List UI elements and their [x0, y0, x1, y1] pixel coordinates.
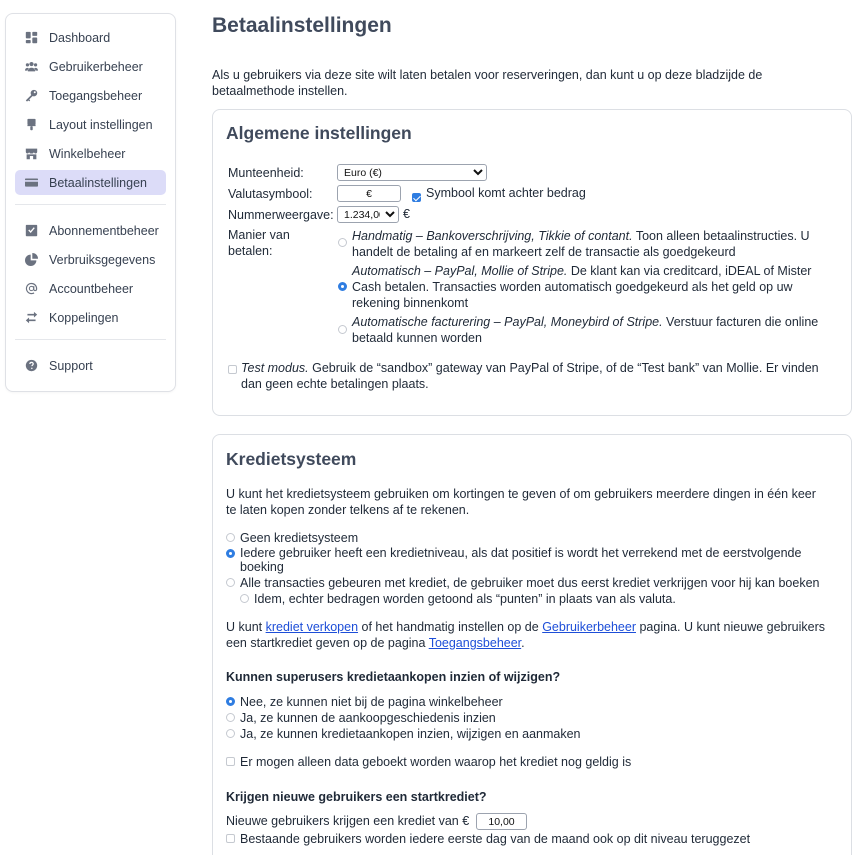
test-mode-title: Test modus. [241, 361, 309, 375]
superusers-edit-radio[interactable] [226, 729, 235, 738]
general-settings-card [212, 109, 852, 416]
superusers-no-radio[interactable] [226, 697, 235, 706]
test-mode-checkbox[interactable] [228, 365, 237, 374]
sidebar-item-gebruikerbeheer[interactable] [15, 54, 166, 79]
at-icon [25, 282, 38, 295]
symbol-input[interactable] [337, 185, 401, 202]
store-icon [25, 147, 38, 160]
payment-method-desc: rekening binnenkomt [352, 296, 469, 310]
payment-method-automatic-text [352, 263, 832, 311]
sidebar-item-label: Support [49, 358, 93, 373]
sidebar-item-label: Layout instellingen [49, 117, 153, 132]
payment-method-invoicing-text [352, 314, 832, 346]
only-valid-checkbox[interactable] [226, 757, 235, 766]
credit-intro [226, 486, 846, 518]
credit-info-text: pagina. U kunt nieuwe gebruikers [636, 620, 826, 634]
credit-system-card [212, 434, 852, 855]
superusers-view-label: Ja, ze kunnen de aankoopgeschiedenis inzien [240, 711, 496, 725]
credit-level-line: Iedere gebruiker heeft een kredietniveau, als dat positief is wordt het verrekend met de eerstvolgende [240, 546, 802, 560]
payment-method-label: Manier van [228, 228, 290, 242]
credit-info-text: U kunt [226, 620, 266, 634]
credit-info-text: of het handmatig instellen op de [358, 620, 543, 634]
credit-intro-line: U kunt het kredietsysteem gebruiken om kortingen te geven of om gebruikers meerdere dingen in één keer [226, 487, 816, 501]
test-mode-text [241, 360, 841, 392]
symbol-after-checkbox[interactable] [412, 193, 421, 202]
payment-method-automatic-radio[interactable] [338, 282, 347, 291]
credit-all-radio[interactable] [226, 578, 235, 587]
users-icon [25, 60, 38, 73]
payment-method-manual-text [352, 228, 832, 260]
payment-method-title: Automatisch – PayPal, Mollie of Stripe. [352, 264, 568, 278]
credit-info-text: een startkrediet geven op de pagina [226, 636, 429, 650]
sidebar-item-toegangsbeheer[interactable] [15, 83, 166, 108]
number-format-label: Nummerweergave: [228, 208, 334, 222]
sidebar-item-label: Winkelbeheer [49, 146, 126, 161]
start-credit-heading: Krijgen nieuwe gebruikers een startkrediet? [226, 790, 487, 804]
credit-none-label: Geen kredietsysteem [240, 531, 359, 545]
sidebar-divider [15, 339, 166, 340]
credit-all-label: Alle transacties gebeuren met krediet, de gebruiker moet dus eerst krediet verkrijgen voor hij kan boeken [240, 576, 820, 590]
sidebar-item-winkelbeheer[interactable] [15, 141, 166, 166]
payment-method-desc: Verstuur facturen die online [662, 315, 819, 329]
check-square-icon [25, 224, 38, 237]
sidebar-item-label: Accountbeheer [49, 281, 134, 296]
sidebar-item-koppelingen[interactable] [15, 305, 166, 330]
credit-info [226, 619, 846, 651]
sidebar-item-label: Betaalinstellingen [49, 175, 147, 190]
key-icon [25, 89, 38, 102]
user-management-link[interactable]: Gebruikerbeheer [542, 620, 636, 634]
number-format-select[interactable] [337, 206, 399, 223]
credit-points-label: Idem, echter bedragen worden getoond als “punten” in plaats van als valuta. [254, 592, 676, 606]
symbol-label: Valutasymbool: [228, 187, 313, 201]
general-settings-title: Algemene instellingen [226, 123, 412, 143]
sidebar-divider [15, 204, 166, 205]
payment-method-desc: De klant kan via creditcard, iDEAL of Mister [567, 264, 812, 278]
payment-method-label: betalen: [228, 244, 273, 258]
sidebar-item-label: Abonnementbeheer [49, 223, 159, 238]
page-title: Betaalinstellingen [212, 14, 392, 37]
dashboard-icon [25, 31, 38, 44]
credit-level-radio[interactable] [226, 549, 235, 558]
sidebar-item-label: Koppelingen [49, 310, 119, 325]
test-mode-desc: dan geen echte betalingen plaats. [241, 377, 429, 391]
credit-level-line: boeking [240, 560, 284, 574]
payment-method-desc: betaald kunnen worden [352, 331, 482, 345]
brush-icon [25, 118, 38, 131]
payment-method-desc: handelt de betaling af en markeert zelf de transactie als goedgekeurd [352, 245, 736, 259]
currency-select[interactable] [337, 164, 487, 181]
sidebar-item-abonnementbeheer[interactable] [15, 218, 166, 243]
payment-method-title: Handmatig – Bankoverschrijving, Tikkie of contant. [352, 229, 633, 243]
currency-label: Munteenheid: [228, 166, 304, 180]
page-intro: Als u gebruikers via deze site wilt laten betalen voor reserveringen, dan kunt u op deze bladzijde de betaalmethode instellen. [212, 68, 763, 98]
reset-credit-label: Bestaande gebruikers worden iedere eerste dag van de maand ook op dit niveau teruggezet [240, 832, 751, 846]
help-icon [25, 359, 38, 372]
number-format-suffix: € [403, 207, 410, 221]
payment-method-desc: Toon alleen betaalinstructies. U [632, 229, 810, 243]
sidebar-item-verbruiksgegevens[interactable] [15, 247, 166, 272]
sidebar [5, 13, 176, 392]
superusers-heading: Kunnen superusers kredietaankopen inzien of wijzigen? [226, 670, 561, 684]
payment-method-title: Automatische facturering – PayPal, Moneybird of Stripe. [352, 315, 663, 329]
payment-method-manual-radio[interactable] [338, 238, 347, 247]
credit-card-icon [25, 176, 38, 189]
payment-method-invoicing-radio[interactable] [338, 325, 347, 334]
sidebar-item-label: Dashboard [49, 30, 111, 45]
test-mode-desc: Gebruik de “sandbox” gateway van PayPal of Stripe, of de “Test bank” van Mollie. Er vinden [308, 361, 819, 375]
sidebar-item-layout[interactable] [15, 112, 166, 137]
only-valid-label: Er mogen alleen data geboekt worden waarop het krediet nog geldig is [240, 755, 632, 769]
sidebar-item-support[interactable] [15, 353, 166, 378]
superusers-edit-label: Ja, ze kunnen kredietaankopen inzien, wijzigen en aanmaken [240, 727, 581, 741]
superusers-view-radio[interactable] [226, 713, 235, 722]
sell-credit-link[interactable]: krediet verkopen [265, 620, 359, 634]
credit-level-label [240, 546, 840, 574]
sidebar-item-betaalinstellingen[interactable] [15, 170, 166, 195]
start-credit-input[interactable] [476, 813, 527, 830]
credit-system-title: Kredietsysteem [226, 449, 357, 469]
sidebar-item-accountbeheer[interactable] [15, 276, 166, 301]
superusers-no-label: Nee, ze kunnen niet bij de pagina winkelbeheer [240, 695, 503, 709]
sidebar-item-label: Toegangsbeheer [49, 88, 143, 103]
sidebar-item-dashboard[interactable] [15, 25, 166, 50]
sidebar-item-label: Verbruiksgegevens [49, 252, 156, 267]
access-management-link[interactable]: Toegangsbeheer [428, 636, 522, 650]
swap-icon [25, 311, 38, 324]
reset-credit-checkbox[interactable] [226, 834, 235, 843]
sidebar-item-label: Gebruikerbeheer [49, 59, 143, 74]
start-credit-label: Nieuwe gebruikers krijgen een krediet van € [226, 814, 470, 828]
credit-none-radio[interactable] [226, 533, 235, 542]
credit-points-radio[interactable] [240, 594, 249, 603]
pie-chart-icon [25, 253, 38, 266]
symbol-after-label: Symbool komt achter bedrag [426, 186, 586, 200]
credit-info-text: . [521, 636, 525, 650]
credit-intro-line: te laten kopen zonder telkens af te rekenen. [226, 503, 470, 517]
payment-method-desc: Cash betalen. Transacties worden automatisch goedgekeurd als het geld op uw [352, 280, 793, 294]
